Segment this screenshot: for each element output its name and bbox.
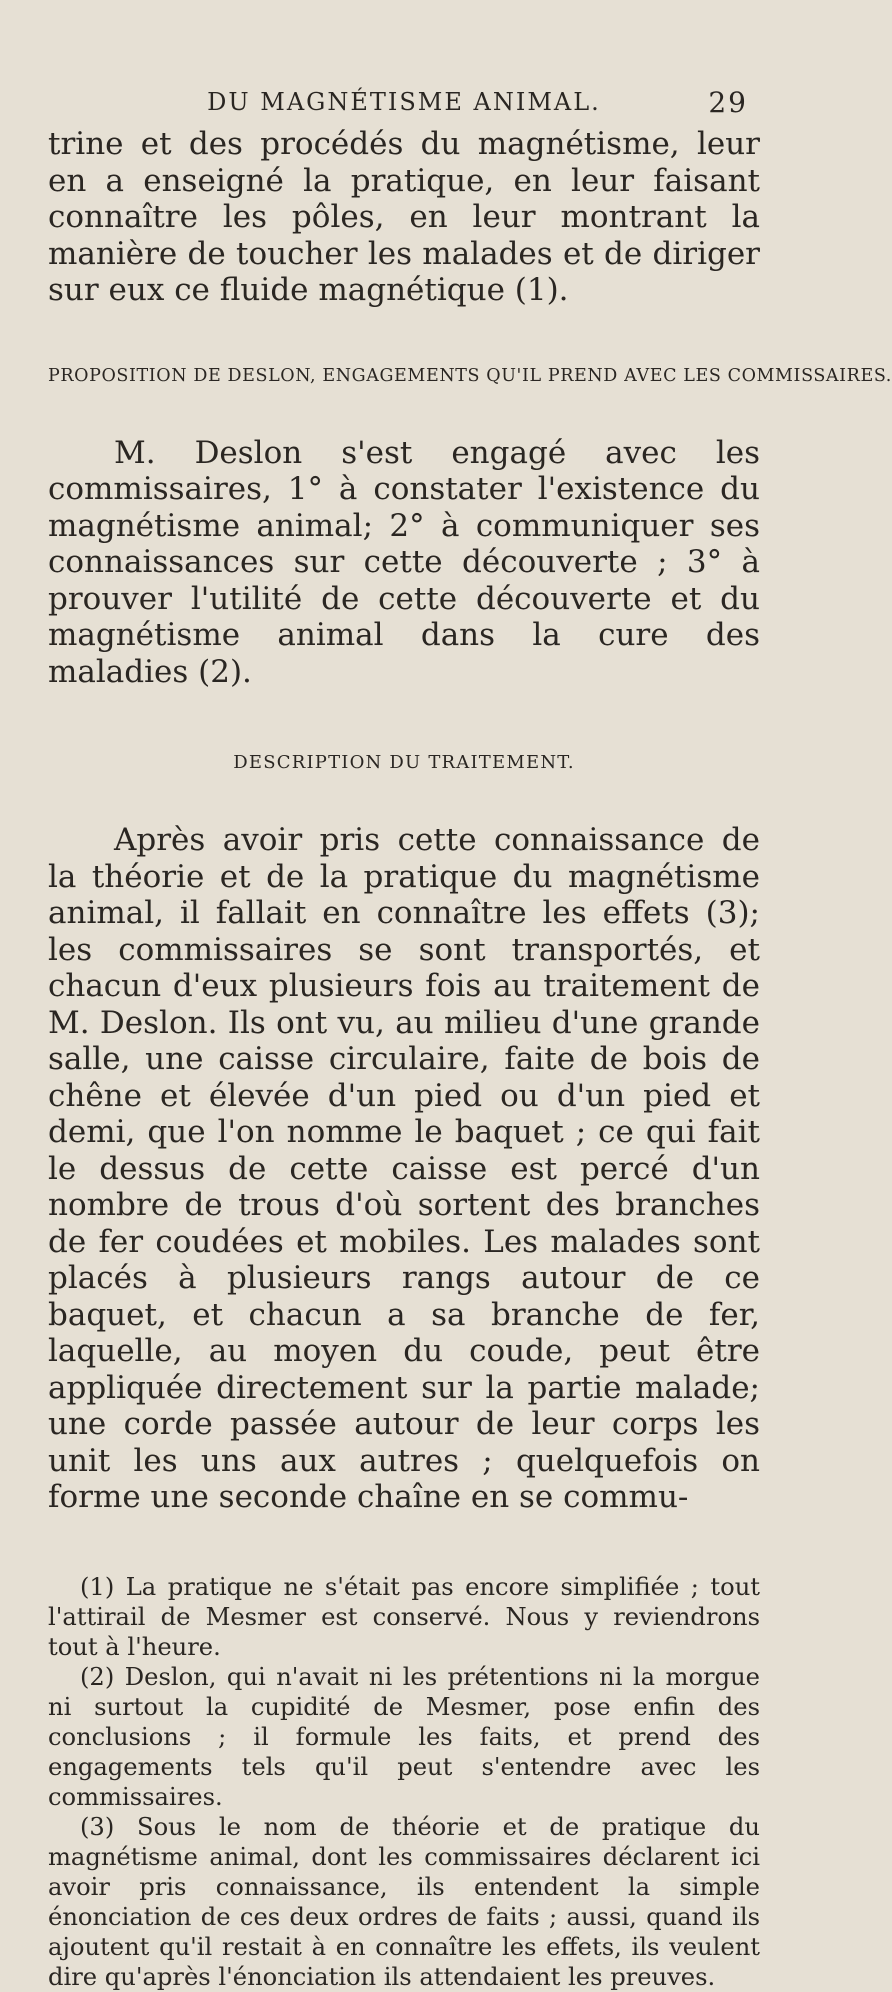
footnote-1: (1) La pratique ne s'était pas encore simplifiée ; tout l'attirail de Mesmer est conservé. Nous y reviendrons tout à l'heure. — [48, 1572, 760, 1661]
footnote-2: (2) Deslon, qui n'avait ni les prétentions ni la morgue ni surtout la cupidité de Mesmer, pose enfin des conclusions ; il formule les faits, et prend des engagements tels qu'il peut s'entendre avec les commissaires. — [48, 1662, 760, 1811]
running-head — [48, 88, 760, 128]
section-heading-proposition: PROPOSITION DE DESLON, ENGAGEMENTS QU'IL PREND AVEC LES COMMISSAIRES. — [48, 365, 892, 386]
intro-paragraph: trine et des procédés du magnétisme, leur en a enseigné la pratique, en leur faisant connaître les pôles, en leur montrant la manière de toucher les malades et de diriger sur eux ce fluide magnétique (1). — [48, 126, 760, 308]
footnote-3: (3) Sous le nom de théorie et de pratique du magnétisme animal, dont les commissaires déclarent ici avoir pris connaissance, ils entendent la simple énonciation de ces deux ordres de faits ; aussi, quand ils ajoutent qu'il restait à en connaître les effets, ils veulent dire qu'après l'énonciation ils attendaient les preuves. — [48, 1812, 760, 1991]
footnotes — [48, 1572, 760, 1992]
proposition-paragraph: M. Deslon s'est engagé avec les commissaires, 1° à constater l'existence du magnétisme animal; 2° à communiquer ses connaissances sur cette découverte ; 3° à prouver l'utilité de cette découverte et du magnétisme animal dans la cure des maladies (2). — [48, 434, 760, 690]
page-number: 29 — [708, 86, 748, 119]
description-paragraph: Après avoir pris cette connaissance de la théorie et de la pratique du magnétisme animal, il fallait en connaître les effets (3); les commissaires se sont transportés, et chacun d'eux plusieurs fois au traitement de M. Deslon. Ils ont vu, au milieu d'une grande salle, une caisse circulaire, faite de bois de chêne et élevée d'un pied ou d'un pied et demi, que l'on nomme le baquet ; ce qui fait le dessus de cette caisse est percé d'un nombre de trous d'où sortent des branches de fer coudées et mobiles. Les malades sont placés à plusieurs rangs autour de ce baquet, et chacun a sa branche de fer, laquelle, au moyen du coude, peut être appliquée directement sur la partie malade; une corde passée autour de leur corps les unit les uns aux autres ; quelquefois on forme une seconde chaîne en se commu- — [48, 822, 760, 1515]
section-heading-description: DESCRIPTION DU TRAITEMENT. — [233, 752, 575, 773]
running-title: DU MAGNÉTISME ANIMAL. — [207, 88, 601, 116]
page-body — [48, 126, 892, 1992]
